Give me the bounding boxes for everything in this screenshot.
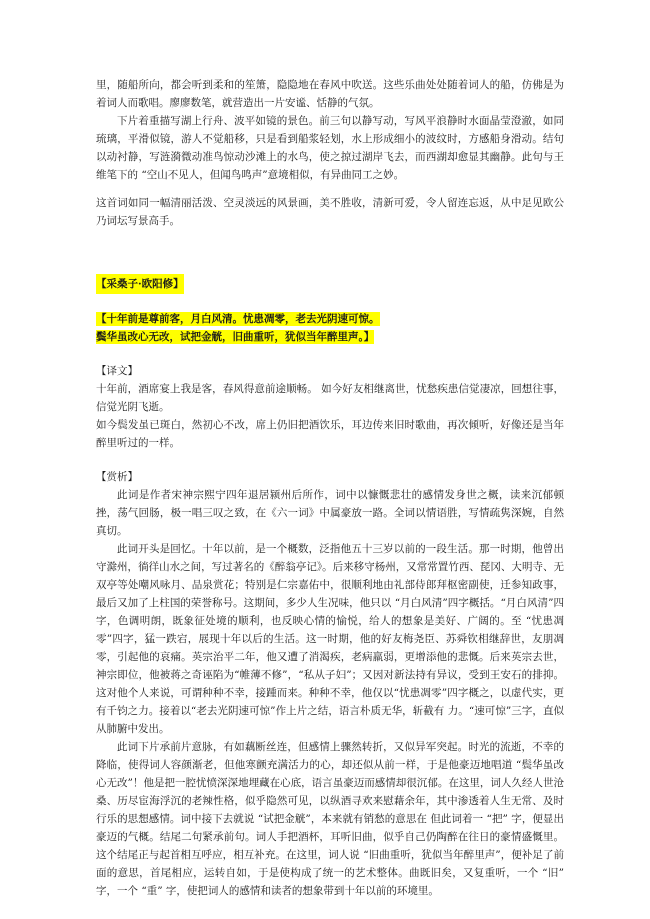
poem-title-highlight: 【采桑子·欧阳修】 bbox=[96, 274, 184, 294]
appreciation-paragraph-1: 此词是作者宋神宗熙宁四年退居颍州后所作，词中以慷慨悲壮的感情发身世之概，读来沉郁顿挫，荡气回肠，极一唱三叹之致，在《六一词》中属豪放一路。全词以情语胜，写情疏隽深婉，自然真切。 bbox=[96, 489, 564, 537]
appreciation-paragraph-2: 此词开头是回忆。十年以前，是一个概数，泛指他五十三岁以前的一段生活。那一时期，他曾出守滁州，徜徉山水之间，写过著名的《醉翁亭记》。后来移守杨州，又常常置竹西、琵冈、大明寺、无双亭等处嘲风咏月、品泉赏花；特别是仁宗嘉佑中，很顺利地由礼部侍郎拜枢密副使，迁参知政事，最后又加了上柱国的荣誉称号。这期间，多少人生况味，他只以 “月白风清”四字概括。“月白风清”四字，色调明朗，既象征处境的顺利，也反映心情的愉悦，给人的想象是美好、广阔的。至 “忧患凋零”四字，猛一跌宕，展现十年以后的生活。这一时期，他的好友梅尧臣、苏舜钦相继辞世，友朋凋零，引起他的哀痛。英宗治平二年，他又遭了消渴疾，老病羸弱，更增添他的悲慨。后来英宗去世，神宗即位，他被蒋之奇诬陷为“帷薄不修”，“私从子妇”；又因对新法持有异议，受到王安石的排抑。这对他个人来说，可谓种种不幸，接踵而来。种种不幸，他仅以“忧患凋零”四字概之，以虚代实，更有千钧之力。接着以“老去光阴速可惊”作上片之结，语言朴质无华，斩截有 力。“速可惊”三字，直似从肺腑中发出。 bbox=[96, 543, 564, 735]
poem-line-2-text: 鬓华虽改心无改，试把金觥，旧曲重听，犹似当年醉里声。】 bbox=[96, 331, 375, 343]
appreciation-heading: 【赏析】 bbox=[96, 471, 138, 483]
poem-title bbox=[96, 274, 564, 294]
appreciation-paragraph-3: 此词下片承前片意脉，有如藕断丝连，但感情上骤然转折，又似异军突起。时光的流逝，不幸的降临，使得词人容颜渐老，但他寒颤充满活力的心，却还似从前一样，于是他豪迈地唱道 “鬓华虽改心无改”！他是把一腔忧愤深深地埋藏在心底，语言虽豪迈而感情却很沉郁。在这里，词人久经人世沧桑、历尽宦海浮沉的老辣性格，似乎隐然可见，以纵酒寻欢来慰藉余年，其中渗透着人生无常、及时行乐的思想感情。词中接下去就说 “试把金觥”，本来就有销愁的意思在 但此词着一 “把” 字，便显出豪迈的气概。结尾二句紧承前句。词人手把酒杯，耳听旧曲，似乎自己仍陶醉在往日的豪情盛慨里。这个结尾正与起首相互呼应，相互补充。在这里，词人说 “旧曲重听，犹似当年醉里声”，便补足了前面的意思，首尾相应，运转自如，于是使构成了统一的艺术整体。曲既旧矣，又复重听，一个 “旧” 字，一个 “重” 字，使把词人的感情和读者的想象带到十年以前的环境里。 bbox=[96, 741, 564, 897]
translation-paragraph-1: 十年前，酒席宴上我是客，春风得意前途顺畅。 如今好友相继离世，忧愁疾患信觉凄凉，回想往事，信觉光阴飞逝。 bbox=[96, 383, 564, 413]
poem-line-1-text: 【十年前是尊前客，月白风清。忧患凋零，老去光阴速可惊。 bbox=[96, 313, 380, 325]
paragraph-second-stanza: 下片着重描写湖上行舟、波平如镜的景色。前三句以静写动，写风平浪静时水面晶莹澄澈，如同琉璃，平滑似镜，游人不觉船移，只是看到船浆轻划，水上形成细小的波纹时，方感船身滑动。结句以动衬静，写涟漪微动准鸟惊动沙滩上的水鸟，使之掠过湖岸飞去，而西湖却愈显其幽静。此句与王维笔下的 “空山不见人，但闻鸟鸣声”意境相似，有异曲同工之妙。 bbox=[96, 115, 564, 181]
poem-line-2 bbox=[96, 328, 564, 346]
paragraph-intro-end: 里，随船所向，都会听到柔和的笙箫，隐隐地在春风中吹送。这些乐曲处处随着词人的船，仿佛是为着词人而歌唱。廖廖数笔，就营造出一片安谧、恬静的气氛。 bbox=[96, 79, 564, 109]
poem-line-1 bbox=[96, 310, 564, 328]
paragraph-summary: 这首词如同一幅清丽活泼、空灵淡远的风景画，美不胜收，清新可爱，令人留连忘返，从中足见欧公乃词坛写景高手。 bbox=[96, 197, 564, 227]
translation-paragraph-2: 如今鬓发虽已斑白，然初心不改，席上仍旧把酒饮乐，耳边传来旧时歌曲，再次倾听，好像还是当年醉里听过的一样。 bbox=[96, 419, 564, 449]
translation-heading: 【译文】 bbox=[96, 365, 138, 377]
